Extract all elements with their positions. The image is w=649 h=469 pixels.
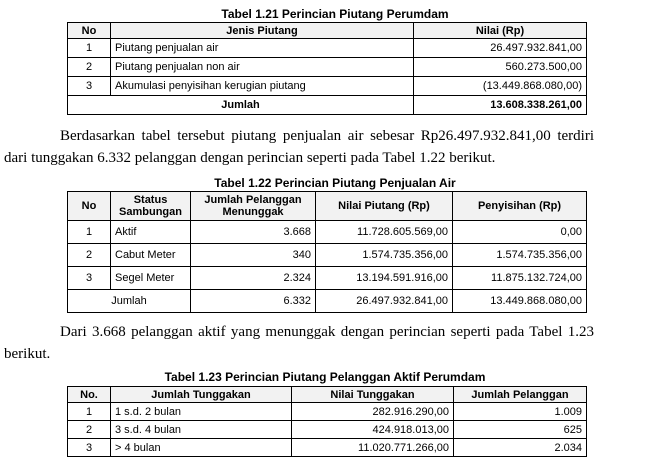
row-jumlah: 2.324 bbox=[191, 267, 316, 290]
total-label: Jumlah bbox=[68, 96, 414, 115]
table-row bbox=[68, 58, 587, 77]
table-1-22-caption: Tabel 1.22 Perincian Piutang Penjualan Air bbox=[214, 176, 456, 190]
row-jumlah: 340 bbox=[191, 244, 316, 267]
row-pelanggan: 625 bbox=[454, 421, 587, 439]
table-total-row bbox=[68, 96, 587, 115]
row-nilai: 11.020.771.266,00 bbox=[292, 439, 454, 457]
paragraph-1: Berdasarkan tabel tersebut piutang penjualan air sebesar Rp26.497.932.841,00 terdiri dari tunggakan 6.332 pelanggan dengan perincian seperti pada Tabel 1.22 berikut. bbox=[4, 128, 594, 166]
total-jumlah: 6.332 bbox=[191, 290, 316, 313]
table-1-21 bbox=[67, 22, 587, 115]
header-jumlah-pelanggan: Jumlah Pelanggan bbox=[454, 387, 587, 403]
row-status: Segel Meter bbox=[111, 267, 191, 290]
row-penyisihan: 1.574.735.356,00 bbox=[453, 244, 587, 267]
header-no: No bbox=[68, 23, 111, 39]
row-no: 3 bbox=[68, 439, 111, 457]
table-row bbox=[68, 403, 587, 421]
row-status: Cabut Meter bbox=[111, 244, 191, 267]
row-status: Aktif bbox=[111, 221, 191, 244]
header-penyisihan: Penyisihan (Rp) bbox=[453, 192, 587, 221]
row-penyisihan: 0,00 bbox=[453, 221, 587, 244]
table-row bbox=[68, 267, 587, 290]
row-nilai: 424.918.013,00 bbox=[292, 421, 454, 439]
table-header-row bbox=[68, 23, 587, 39]
row-nilai: 282.916.290,00 bbox=[292, 403, 454, 421]
table-1-23 bbox=[67, 386, 587, 457]
header-no: No bbox=[68, 192, 111, 221]
total-penyisihan: 13.449.868.080,00 bbox=[453, 290, 587, 313]
row-no: 1 bbox=[68, 39, 111, 58]
row-no: 3 bbox=[68, 267, 111, 290]
table-1-23-caption: Tabel 1.23 Perincian Piutang Pelanggan Aktif Perumdam bbox=[164, 370, 486, 384]
row-no: 2 bbox=[68, 244, 111, 267]
paragraph-2: Dari 3.668 pelanggan aktif yang menunggak dengan perincian seperti pada Tabel 1.23 berikut. bbox=[4, 324, 594, 362]
table-1-21-caption: Tabel 1.21 Perincian Piutang Perumdam bbox=[221, 7, 449, 21]
row-no: 1 bbox=[68, 403, 111, 421]
header-no: No. bbox=[68, 387, 111, 403]
table-header-row bbox=[68, 192, 587, 221]
header-jumlah-tunggakan: Jumlah Tunggakan bbox=[111, 387, 292, 403]
table-1-22 bbox=[67, 191, 587, 313]
row-nilai: 11.728.605.569,00 bbox=[316, 221, 453, 244]
row-no: 3 bbox=[68, 77, 111, 96]
row-jenis: Piutang penjualan air bbox=[111, 39, 414, 58]
row-nilai: 26.497.932.841,00 bbox=[414, 39, 587, 58]
row-no: 2 bbox=[68, 58, 111, 77]
row-tunggakan: > 4 bulan bbox=[111, 439, 292, 457]
row-nilai: 13.194.591.916,00 bbox=[316, 267, 453, 290]
total-nilai: 26.497.932.841,00 bbox=[316, 290, 453, 313]
header-jumlah-pelanggan: Jumlah Pelanggan Menunggak bbox=[191, 192, 316, 221]
row-pelanggan: 2.034 bbox=[454, 439, 587, 457]
row-no: 1 bbox=[68, 221, 111, 244]
table-total-row bbox=[68, 290, 587, 313]
table-row bbox=[68, 244, 587, 267]
header-status-sambungan: Status Sambungan bbox=[111, 192, 191, 221]
header-jenis-piutang: Jenis Piutang bbox=[111, 23, 414, 39]
total-label: Jumlah bbox=[68, 290, 191, 313]
table-row bbox=[68, 39, 587, 58]
row-tunggakan: 1 s.d. 2 bulan bbox=[111, 403, 292, 421]
header-nilai-tunggakan: Nilai Tunggakan bbox=[292, 387, 454, 403]
row-nilai: 560.273.500,00 bbox=[414, 58, 587, 77]
row-jenis: Akumulasi penyisihan kerugian piutang bbox=[111, 77, 414, 96]
row-tunggakan: 3 s.d. 4 bulan bbox=[111, 421, 292, 439]
row-jenis: Piutang penjualan non air bbox=[111, 58, 414, 77]
row-nilai: 1.574.735.356,00 bbox=[316, 244, 453, 267]
header-nilai-piutang: Nilai Piutang (Rp) bbox=[316, 192, 453, 221]
row-nilai: (13.449.868.080,00) bbox=[414, 77, 587, 96]
table-row bbox=[68, 439, 587, 457]
table-header-row bbox=[68, 387, 587, 403]
header-nilai: Nilai (Rp) bbox=[414, 23, 587, 39]
table-row bbox=[68, 221, 587, 244]
row-jumlah: 3.668 bbox=[191, 221, 316, 244]
table-row bbox=[68, 77, 587, 96]
total-value: 13.608.338.261,00 bbox=[414, 96, 587, 115]
table-row bbox=[68, 421, 587, 439]
row-pelanggan: 1.009 bbox=[454, 403, 587, 421]
row-no: 2 bbox=[68, 421, 111, 439]
row-penyisihan: 11.875.132.724,00 bbox=[453, 267, 587, 290]
